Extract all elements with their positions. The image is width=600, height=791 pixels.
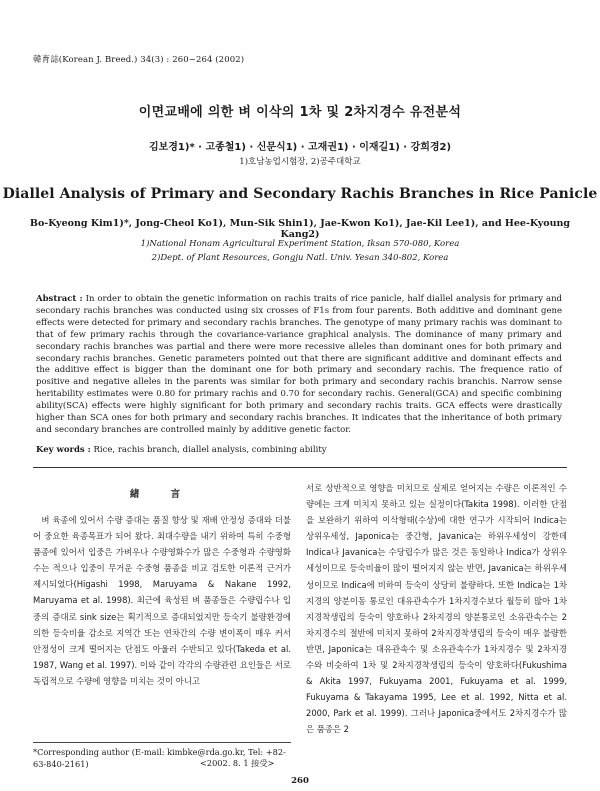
affiliation-2: 2)Dept. of Plant Resources, Gongju Natl. Univ. Yesan 340-802, Korea — [151, 253, 449, 263]
english-affiliations — [0, 237, 600, 265]
english-title: Diallel Analysis of Primary and Secondary Rachis Branches in Rice Panicle — [2, 186, 598, 202]
affiliation-1: 1)National Honam Agricultural Experiment Station, Iksan 570-080, Korea — [140, 239, 460, 249]
right-column — [306, 480, 567, 738]
keywords — [36, 445, 562, 455]
keywords-text: Rice, rachis branch, diallel analysis, combining ability — [93, 445, 327, 455]
korean-authors: 김보경1)* · 고종철1) · 신문식1) · 고재권1) · 이재길1) · 강희경2) — [148, 142, 452, 153]
abstract-label: Abstract : — [36, 294, 83, 304]
left-column — [33, 512, 291, 689]
abstract — [36, 294, 562, 437]
footnote-divider — [33, 742, 291, 743]
korean-affiliations: 1)호남농업시험장, 2)공주대학교 — [239, 157, 361, 167]
keywords-label: Key words : — [36, 445, 91, 455]
left-paragraph: 벼 육종에 있어서 수량 증대는 품질 향상 및 재배 안정성 증대와 더불어 중요한 육종목표가 되어 왔다. 최대수량을 내기 위하여 특히 수중형 품종에 있어서 입중은 가벼우나 수량영화수가 많은 수중형과 수량영화수는 적으나 입중이 무거운 수중형 품종을 비교 검토한 이론적 근거가 제시되었다(Higashi 1998, Maruyama & Nakane 1992, Maruyama et al. 1998). 최근에 육성된 벼 품종들은 수량립수나 입중의 증대로 sink size는 획기적으로 증대되었지만 등숙기 불량환경에 의한 등숙비율 감소로 지역간 또는 연차간의 수량 변이폭이 매우 커서 안정성이 크게 떨어지는 단점도 아울러 수반되고 있다(Takeda et al. 1987, Wang et al. 1997). 이와 같이 각각의 수량관련 요인들은 서로 독립적으로 수량에 영향을 미치는 것이 아니고 — [33, 515, 291, 686]
english-authors: Bo-Kyeong Kim1)*, Jong-Cheol Ko1), Mun-Sik Shin1), Jae-Kwon Ko1), Jae-Kil Lee1), and Hee-Kyoung Kang2) — [29, 218, 571, 240]
abstract-text: In order to obtain the genetic information on rachis traits of rice panicle, half diallel analysis for primary and secondary rachis branches was conducted using six crosses of F1s from four parents. Both additive and dominant gene effects were detected for primary and secondary rachis branches. The genotype of many primary rachis was dominant to that of few primary rachis through the covariance-variance graphical analysis. The dominance of many primary and secondary rachis branches was partial and there were more recessive alleles than dominant ones for both primary and secondary rachis branches. Genetic parameters pointed out that there are significant additive and dominant effects and the additive effect is bigger than the dominant one for both primary and secondary rachis. The frequence ratio of positive and negative alleles in the parents was similar for both primary and secondary rachis branchis. Narrow sense heritability estimates were 0.80 for primary rachis and 0.70 for secondary rachis. General(GCA) and specific combining ability(SCA) effects were highly significant for both primary and secondary rachis traits. GCA effects were drastically higher than SCA ones for both primary and secondary rachis branches. It indicates that the inheritance of both primary and secondary branches are controlled mainly by additive genetic factor. — [36, 294, 562, 435]
korean-title: 이면교배에 의한 벼 이삭의 1차 및 2차지경수 유전분석 — [138, 105, 462, 120]
section-heading-introduction: 緒 言 — [129, 489, 195, 500]
received-date: <2002. 8. 1 接受> — [200, 758, 275, 768]
journal-citation: 韓育誌(Korean J. Breed.) 34(3) : 260~264 (2002) — [33, 55, 245, 65]
section-divider — [33, 467, 567, 468]
corresponding-author-footnote: *Corresponding author (E-mail: kimbke@rda.go.kr, Tel: +82-63-840-2161) — [33, 747, 286, 769]
right-paragraph: 서로 상반적으로 영향을 미치므로 실제로 얻어지는 수량은 이론적인 수량에는 크게 미치지 못하고 있는 실정이다(Takita 1998). 이러한 단점을 보완하기 위하여 이삭형태(수상)에 대한 연구가 시작되어 Indica는 상위우세성, Japonica는 중간형, Javanica는 하위우세성이 강한데 Indica나 Javanica는 수당립수가 많은 것은 동일하나 Indica가 상위우세성이므로 등숙비율이 많이 떨어지지 않는 반면, Javanica는 하위우세성이므로 Indica에 비하여 등숙이 상당히 불량하다. 또한 Indica는 1차지경의 양분이동 통로인 대유관속수가 1차지경수보다 월등히 많아 1차지경착생립의 등숙이 양호하나 2차지경의 양분통로인 소유관속수는 2차지경수의 절반에 미치지 못하여 2차지경착생립의 등숙이 매우 불량한 반면, Japonica는 대유관속수 및 소유관속수가 1차지경수 및 2차지경수와 비슷하여 1차 및 2차지경착생립의 등숙이 양호하다(Fukushima & Akita 1997, Fukuyama 2001, Fukuyama et al. 1999, Fukuyama & Takayama 1995, Lee et al. 1992, Nitta et al. 2000, Park et al. 1999). 그러나 Japonica중에서도 2차지경수가 많은 품종은 2 — [306, 483, 567, 735]
page-number: 260 — [291, 776, 309, 786]
